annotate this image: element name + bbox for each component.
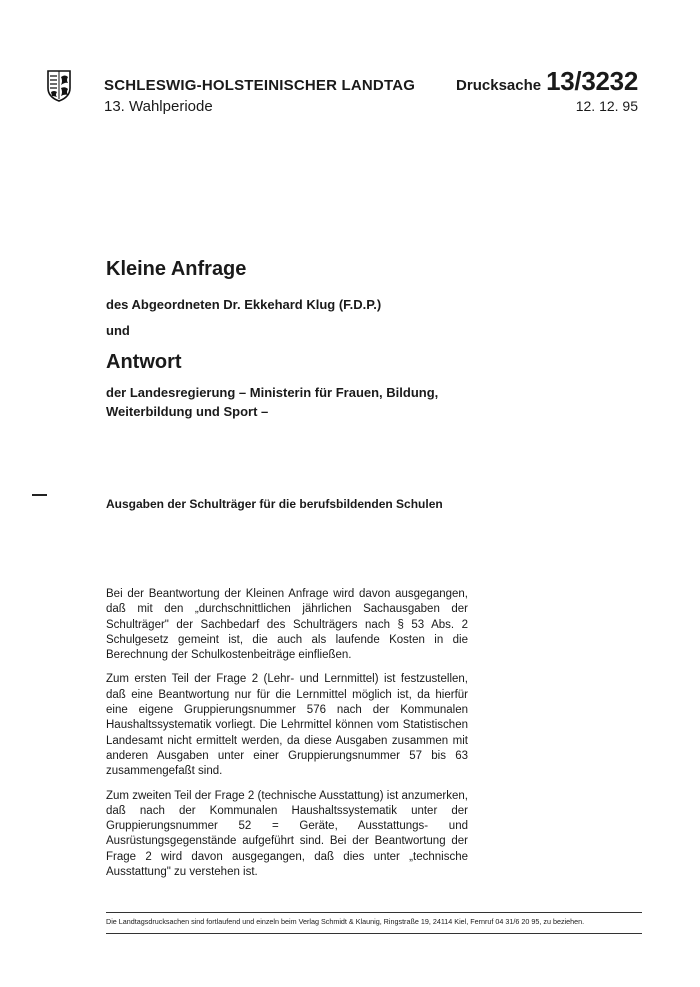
- und-line: und: [106, 323, 130, 338]
- coat-of-arms-icon: [46, 68, 72, 102]
- paragraph: Bei der Beantwortung der Kleinen Anfrage wird davon ausgegangen, daß mit den „durchschnittlichen jährlichen Sachausgaben der Schulträger" der Sachbedarf des Schulträgers nach § 53 Abs. 2 Schulgesetz gemeint ist, die auch als laufende Kosten in die Berechnung der Schulkostenbeiträge einfließen.: [106, 588, 468, 662]
- document-number: 13/3232: [546, 66, 638, 96]
- title-antwort: Antwort: [106, 351, 182, 373]
- title-kleine-anfrage: Kleine Anfrage: [106, 258, 247, 280]
- document-number-block: [456, 66, 638, 97]
- responder-line-1: der Landesregierung – Ministerin für Frauen, Bildung,: [106, 385, 439, 400]
- footer-note: Die Landtagsdrucksachen sind fortlaufend und einzeln beim Verlag Schmidt & Klaunig, Ringstraße 19, 24114 Kiel, Fernruf 04 31/6 20 95, zu beziehen.: [106, 917, 585, 926]
- parliament-name: SCHLESWIG-HOLSTEINISCHER LANDTAG: [104, 77, 416, 94]
- footer-rule-bottom: [106, 933, 642, 934]
- margin-dash: [32, 494, 47, 496]
- responder-line-2: Weiterbildung und Sport –: [106, 404, 269, 419]
- legislative-period: 13. Wahlperiode: [104, 98, 213, 115]
- paragraph: Zum ersten Teil der Frage 2 (Lehr- und Lernmittel) ist festzustellen, daß eine Beantwortung nur für die Lernmittel möglich ist, da hierfür eine eigene Gruppierungsnummer 576 nach der Kommunalen Haushaltssystematik vorliegt. Die Lehrmittel können vom Statistischen Landesamt nicht ermittelt werden, da diese Ausgaben zusammen mit anderen Ausgaben unter einer Gruppierungsnummer 57 bis 63 zusammengefaßt sind.: [106, 673, 468, 778]
- answer-body: [106, 587, 468, 889]
- document-number-label: Drucksache: [456, 77, 542, 94]
- footer-rule-top: [106, 912, 642, 913]
- asker-line: des Abgeordneten Dr. Ekkehard Klug (F.D.P.): [106, 297, 382, 312]
- subject-heading: Ausgaben der Schulträger für die berufsbildenden Schulen: [106, 497, 443, 511]
- document-date: 12. 12. 95: [575, 98, 638, 114]
- paragraph: Zum zweiten Teil der Frage 2 (technische Ausstattung) ist anzumerken, daß nach der Kommunalen Haushaltssystematik unter der Gruppierungsnummer 52 = Geräte, Ausstattungs- und Ausrüstungsgegenstände aufgeführt sind. Bei der Beantwortung der Frage 2 wird davon ausgegangen, daß dies unter „technische Ausstattung" zu verstehen ist.: [106, 789, 468, 879]
